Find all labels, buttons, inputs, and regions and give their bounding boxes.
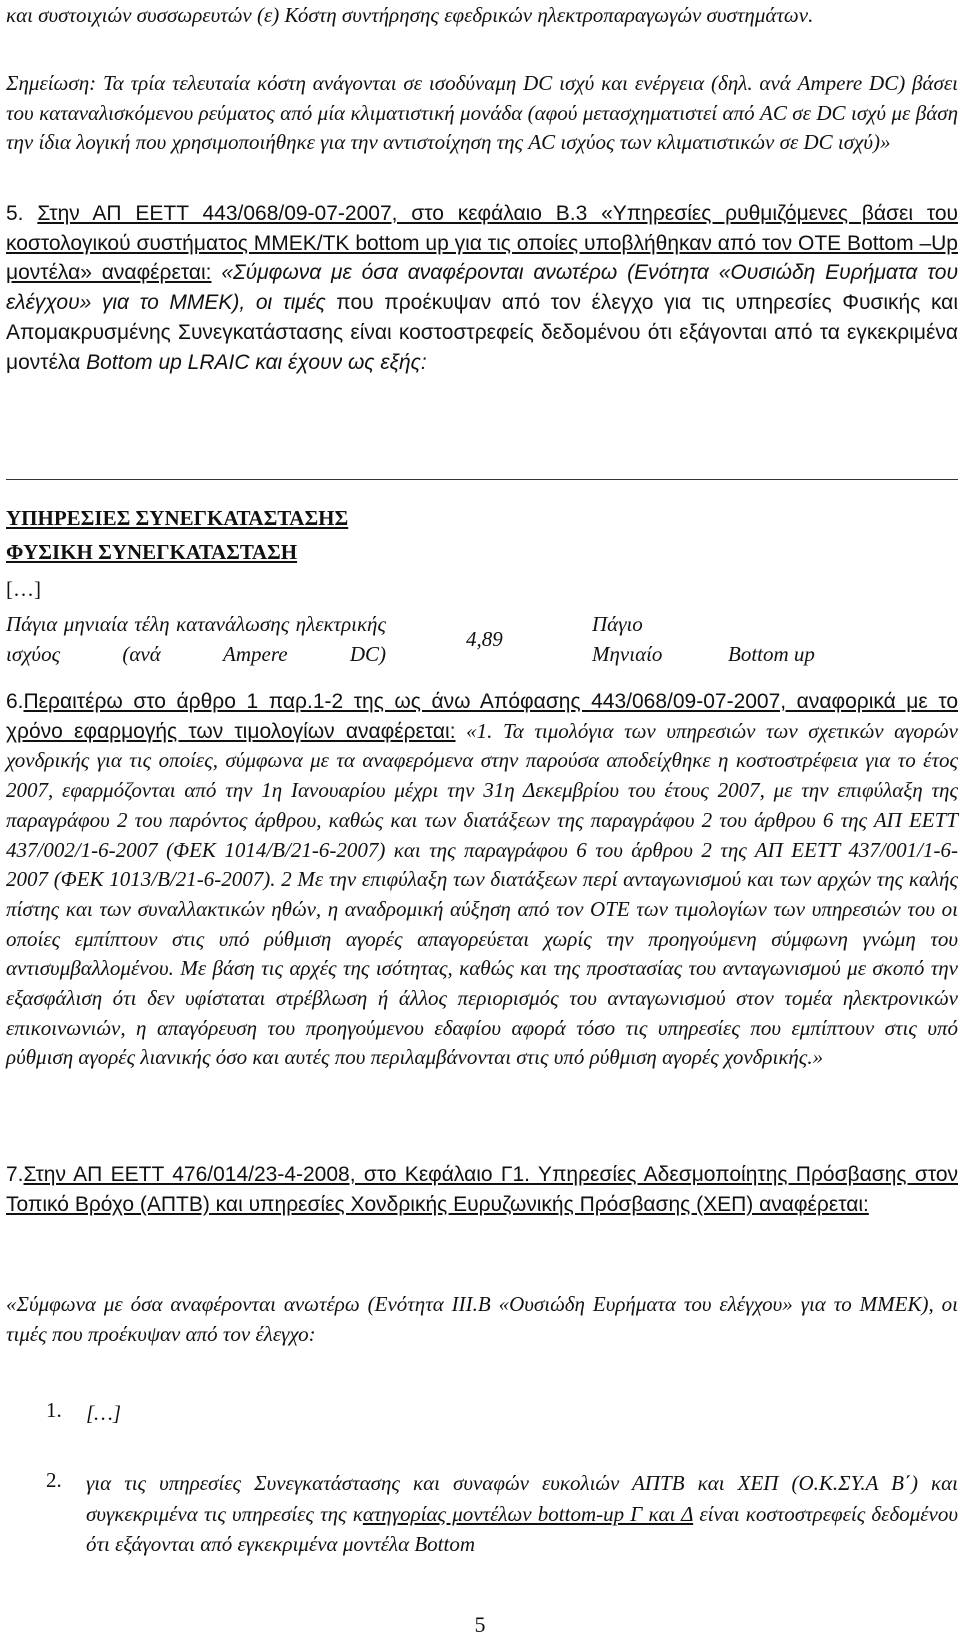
table-heading-services: ΥΠΗΡΕΣΙΕΣ ΣΥΝΕΓΚΑΤΑΣΤΑΣΗΣ [6, 506, 349, 530]
list-item-number: 2. [46, 1468, 62, 1492]
list-item-text: για τις υπηρεσίες Συνεγκατάστασης και συναφών ευκολιών ΑΠΤΒ και ΧΕΠ (Ο.Κ.ΣΥ.Α Β΄) και συγκεκριμένα τις υπηρεσίες της κ [86, 1471, 958, 1526]
list-item-text: […] [86, 1401, 122, 1425]
table-ellipsis: […] [6, 577, 41, 601]
paragraph-7 [6, 1160, 958, 1219]
quoted-text-end: Bottom up LRAIC και έχουν ως εξής: [86, 350, 427, 374]
table-cell-description [6, 609, 386, 669]
quoted-text-plain: που προέκυψαν από τον έλεγχο για τις υπηρεσίες Φυσικής και Απομακρυσμένης Συνεγκατάστασης είναι κοστοστρεφείς δεδομένου ότι εξάγονται από τα εγκεκριμένα μοντέλα [6, 291, 958, 374]
decision-reference: Στην ΑΠ ΕΕΤΤ 443/068/09-07-2007, στο κεφάλαιο Β.3 «Υπηρεσίες ρυθμιζόμενες βάσει του κοστολογικού συστήματος ΜΜΕΚ/ΤΚ bottom up για τις οποίες υποβλήθηκαν από τον ΟΤΕ Bottom –Up μοντέλα» αναφέρεται: [6, 202, 958, 285]
list-item [86, 1468, 958, 1560]
list-item-text-end: είναι κοστοστρεφείς δεδομένου ότι εξάγονται από εγκεκριμένα μοντέλα Bottom [86, 1501, 958, 1556]
table-cell-description-text: Πάγια μηνιαία τέλη κατανάλωσης ηλεκτρικής ισχύος (ανά Ampere DC) [6, 612, 386, 666]
quoted-text: «Σύμφωνα με όσα αναφέρονται ανωτέρω (Ενότητα ΙΙΙ.Β «Ουσιώδη Ευρήματα του ελέγχου» για το ΜΜΕΚ), οι τιμές που προέκυψαν από τον έλεγχο: [6, 1292, 958, 1346]
table-cell-price: 4,89 [466, 627, 503, 651]
paragraph-5 [6, 199, 958, 377]
paragraph-6 [6, 687, 958, 1073]
paragraph-number: 7. [6, 1163, 24, 1186]
table-heading-physical: ΦΥΣΙΚΗ ΣΥΝΕΓΚΑΤΑΣΤΑΣΗ [6, 540, 298, 564]
page-number: 5 [474, 1612, 486, 1637]
list-item-underlined: ατηγορίας μοντέλων bottom-up Γ και Δ [362, 1501, 694, 1526]
paragraph-text: και συστοιχιών συσσωρευτών (ε) Κόστη συντήρησης εφεδρικών ηλεκτροπαραγωγών συστημάτων. [6, 3, 814, 27]
paragraph-number: 5. [6, 202, 38, 225]
decision-reference: Στην ΑΠ ΕΕΤΤ 476/014/23-4-2008, στο Κεφάλαιο Γ1. Υπηρεσίες Αδεσμοποίητης Πρόσβασης στον Τοπικό Βρόχο (ΑΠΤΒ) και υπηρεσίες Χονδρικής Ευρυζωνικής Πρόσβασης (ΧΕΠ) αναφέρεται: [6, 1163, 958, 1216]
table-cell-type: Πάγιο Μηνιαίο [592, 612, 663, 666]
paragraph-quote [6, 1290, 958, 1349]
note-text: Σημείωση: Τα τρία τελευταία κόστη ανάγονται σε ισοδύναμη DC ισχύ και ενέργεια (δηλ. ανά Ampere DC) βάσει του καταναλισκόμενου ρεύματος από μία κλιματιστική μονάδα (αφού μετασχηματιστεί από AC σε DC ισχύ με βάση την ίδια λογική που χρησιμοποιήθηκε για την αντιστοίχηση της AC ισχύος των κλιματιστικών σε DC ισχύ)» [6, 71, 958, 155]
paragraph-continuation [6, 1, 958, 31]
paragraph-note [6, 69, 958, 158]
quoted-text: «Σύμφωνα με όσα αναφέρονται ανωτέρω (Ενότητα «Ουσιώδη Ευρήματα του ελέγχου» για το ΜΜΕΚ), οι τιμές [6, 261, 958, 315]
list-item-number: 1. [46, 1398, 62, 1422]
decision-reference: Περαιτέρω στο άρθρο 1 παρ.1-2 της ως άνω Απόφασης 443/068/09-07-2007, αναφορικά με το χρόνο εφαρμογής των τιμολογίων αναφέρεται: [6, 690, 958, 743]
paragraph-number: 6. [6, 690, 24, 713]
table-cell-model: Bottom up [728, 642, 815, 666]
quoted-text: «1. Τα τιμολόγια των υπηρεσιών των σχετικών αγορών χονδρικής για τις οποίες, σύμφωνα με τα αναφερόμενα στην παρούσα αποδείχθηκε η κοστοστρέφεια για το έτος 2007, εφαρμόζονται από την 1η Ιανουαρίου μέχρι την 31η Δεκεμβρίου του έτους 2007, με την επιφύλαξη της παραγράφου 2 του παρόντος άρθρου, καθώς και των διατάξεων της παραγράφου 2 του άρθρου 6 της ΑΠ ΕΕΤΤ 437/002/1-6-2007 (ΦΕΚ 1014/Β/21-6-2007) και της παραγράφου 6 του άρθρου 2 της ΑΠ ΕΕΤΤ 437/001/1-6-2007 (ΦΕΚ 1013/Β/21-6-2007). 2 Με την επιφύλαξη των διατάξεων περί ανταγωνισμού και των αρχών της καλής πίστης και των συναλλακτικών ηθών, η αναδρομική αύξηση από τον ΟΤΕ των τιμολογίων των υπηρεσιών του οι οποίες εμπίπτουν στις υπό ρύθμιση αγορές απαγορεύεται χωρίς την προηγούμενη σύμφωνη γνώμη του αντισυμβαλλομένου. Με βάση τις αρχές της ισότητας, καθώς και της προστασίας του ανταγωνισμού με σκοπό την εξασφάλιση ότι δεν υφίσταται στρέβλωση ή άλλος περιορισμός του ανταγωνισμού στον τομέα ηλεκτρονικών επικοινωνιών, η απαγόρευση του προηγούμενου εδαφίου αφορά τόσο τις υπηρεσίες που εμπίπτουν στις υπό ρύθμιση αγορές λιανικής όσο και αυτές που περιλαμβάνονται στις υπό ρύθμιση αγορές χονδρικής.» [6, 718, 958, 1070]
